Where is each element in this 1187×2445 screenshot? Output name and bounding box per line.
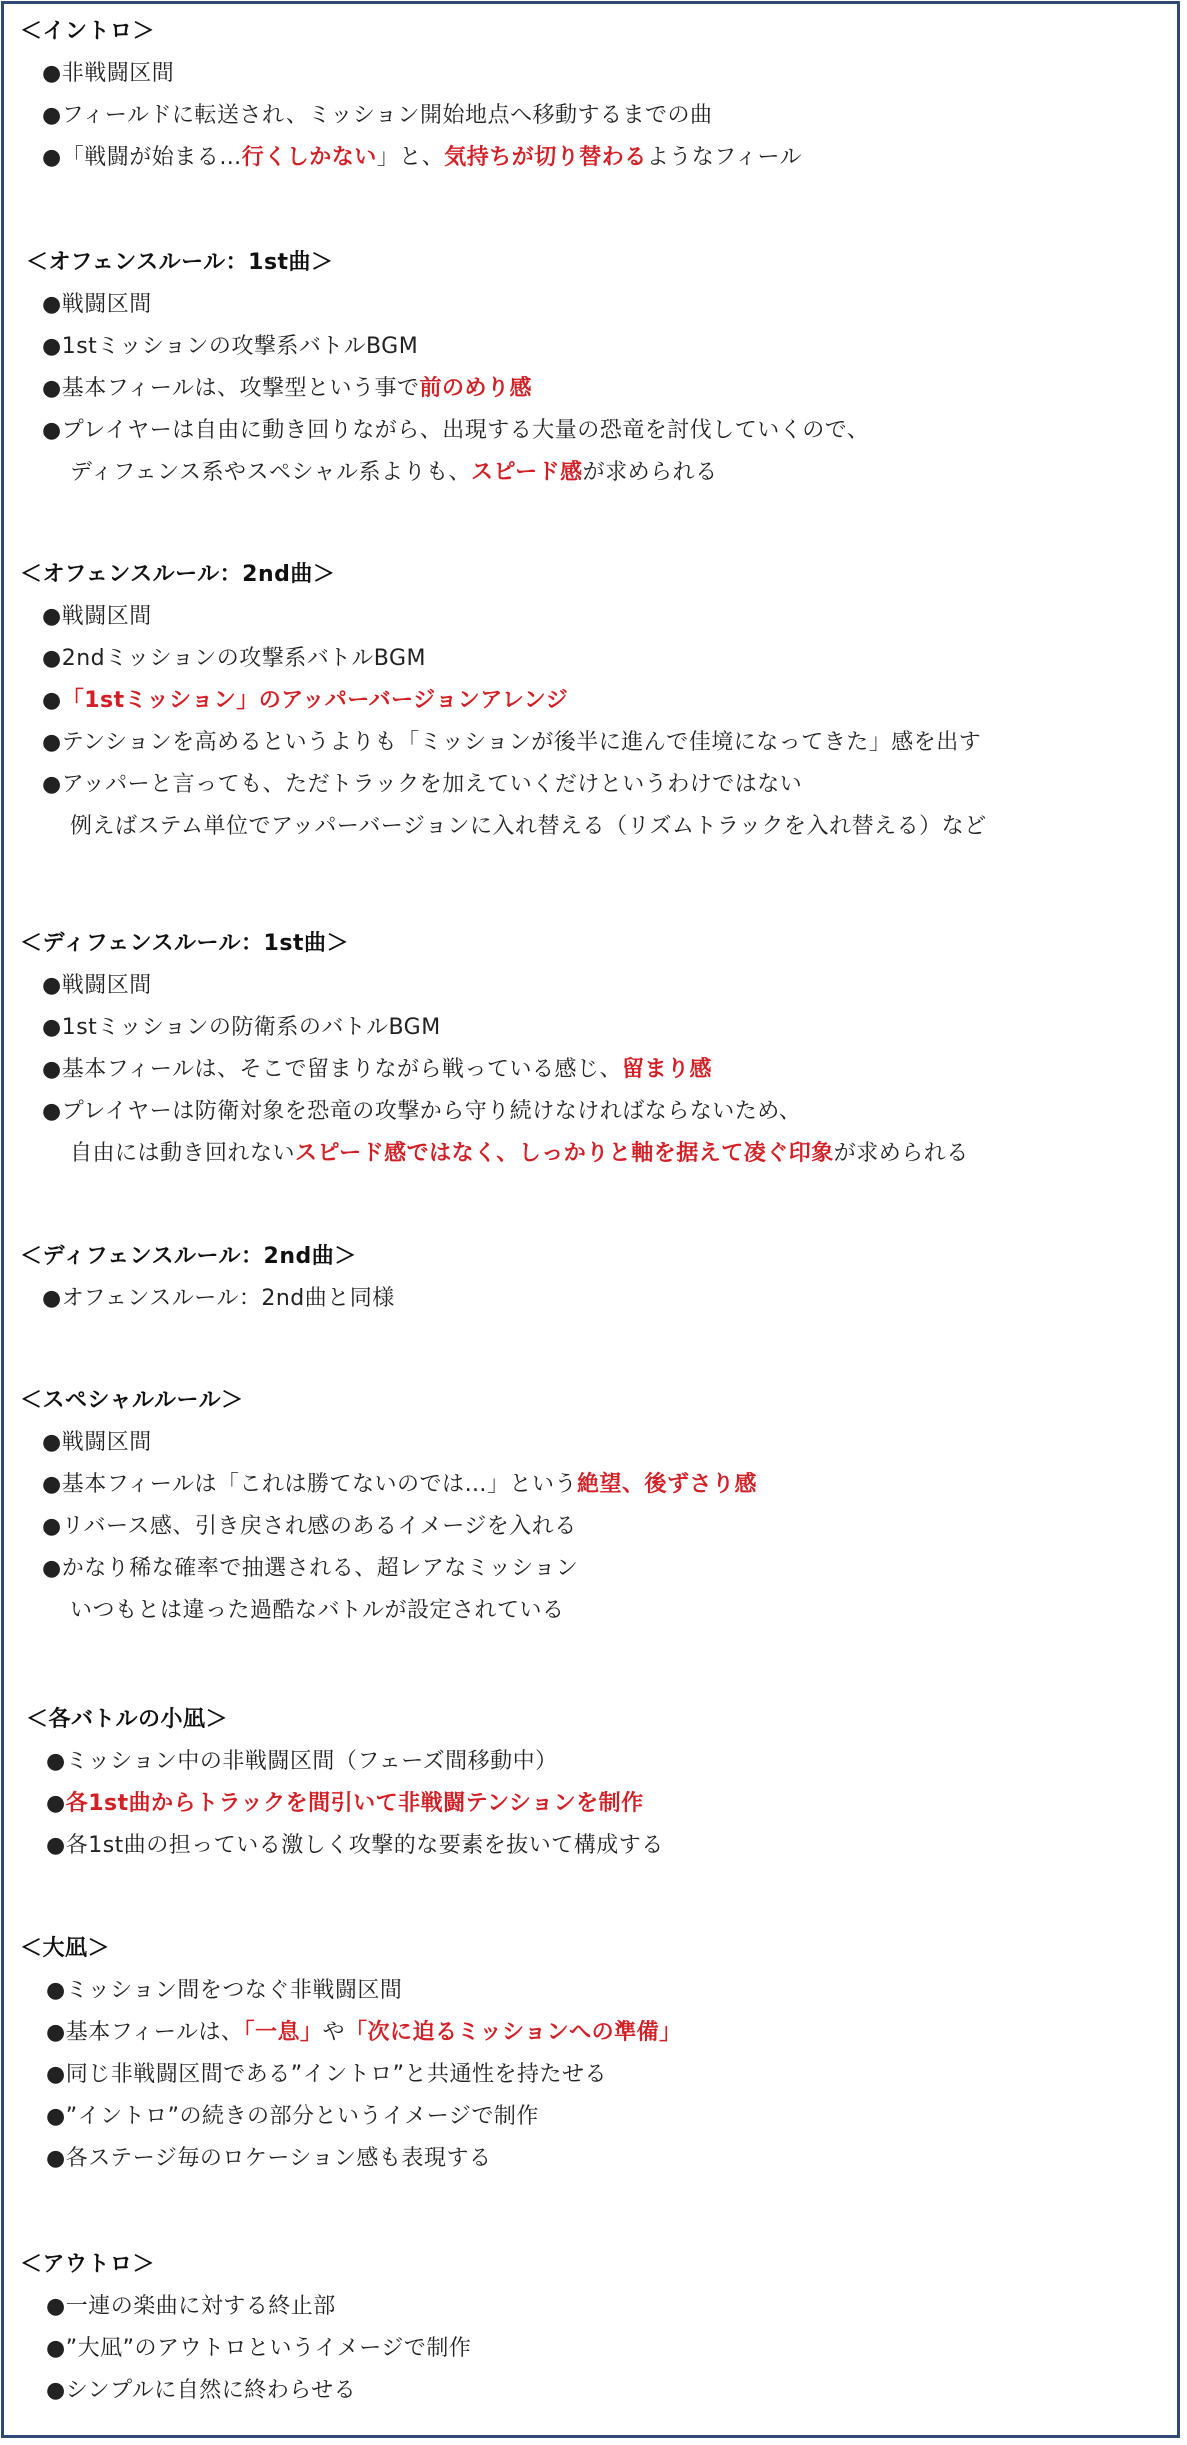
highlight-text: 「一息」: [243, 2020, 323, 2045]
highlight-text: スピード感: [471, 460, 583, 485]
bullet-line: [42, 601, 152, 633]
highlight-text: 「1stミッション」のアッパーバージョンアレンジ: [61, 688, 569, 713]
body-text: ディフェンス系やスペシャル系よりも、: [70, 460, 472, 485]
body-text: ●2ndミッションの攻撃系バトルBGM: [42, 646, 427, 671]
body-text: 例えばステム単位でアッパーバージョンに入れ替える（リズムトラックを入れ替える）など: [70, 814, 987, 839]
bullet-line: [42, 100, 712, 132]
section-heading: ＜イントロ＞: [20, 19, 156, 44]
bullet-line: [46, 1830, 664, 1862]
bullet-line: [42, 1511, 577, 1543]
body-text: 自由には動き回れない: [70, 1141, 296, 1166]
body-text: や: [322, 2020, 346, 2045]
body-text: ●: [46, 1791, 66, 1816]
body-text: ●非戦闘区間: [42, 61, 175, 86]
bullet-line: [42, 769, 802, 801]
body-text: ●”イントロ”の続きの部分というイメージで制作: [46, 2104, 539, 2129]
bullet-line: [46, 2375, 356, 2407]
bullet-line: [42, 1427, 152, 1459]
body-text: いつもとは違った過酷なバトルが設定されている: [70, 1598, 565, 1623]
body-text: ●かなり稀な確率で抽選される、超レアなミッション: [42, 1556, 579, 1581]
highlight-text: 気持ちが切り替わる: [444, 145, 647, 170]
body-text: ●オフェンスルール：2nd曲と同様: [42, 1286, 395, 1311]
body-text: ●基本フィールは、攻撃型という事で: [42, 376, 420, 401]
section-heading: ＜オフェンスルール：2nd曲＞: [20, 562, 336, 587]
bullet-line: [42, 1553, 578, 1585]
body-text: ●テンションを高めるというよりも「ミッションが後半に進んで佳境になってきた」感を出す: [42, 730, 982, 755]
bullet-line: [46, 2333, 471, 2365]
section-heading: ＜オフェンスルール：1st曲＞: [26, 250, 334, 275]
bullet-line: [42, 685, 568, 717]
body-text: ●リバース感、引き戻され感のあるイメージを入れる: [42, 1514, 577, 1539]
bullet-line: [46, 2143, 491, 2175]
bullet-line: [42, 1283, 395, 1315]
bullet-line: [42, 415, 869, 447]
section-heading: ＜各バトルの小凪＞: [26, 1707, 229, 1732]
highlight-text: スピード感ではなく、しっかりと軸を据えて凌ぐ印象: [295, 1141, 834, 1166]
bullet-line: [42, 1096, 801, 1128]
bullet-line: [42, 373, 532, 405]
bullet-line: [46, 1975, 402, 2007]
body-text: ●戦闘区間: [42, 604, 152, 629]
bullet-line: [70, 1138, 969, 1170]
body-text: ●戦闘区間: [42, 1430, 152, 1455]
body-text: ようなフィール: [646, 145, 803, 170]
bullet-line: [42, 289, 152, 321]
body-text: が求められる: [582, 460, 718, 485]
bullet-line: [46, 1788, 644, 1820]
body-text: ●同じ非戦闘区間である”イントロ”と共通性を持たせる: [46, 2062, 607, 2087]
bullet-line: [46, 2101, 539, 2133]
body-text: ●フィールドに転送され、ミッション開始地点へ移動するまでの曲: [42, 103, 713, 128]
bullet-line: [42, 58, 174, 90]
bullet-line: [42, 727, 981, 759]
highlight-text: 行くしかない: [241, 145, 377, 170]
document-frame: [1, 1, 1180, 2438]
highlight-text: 前のめり感: [419, 376, 533, 401]
body-text: ●プレイヤーは自由に動き回りながら、出現する大量の恐竜を討伐していくので、: [42, 418, 870, 443]
bullet-line: [42, 643, 426, 675]
body-text: ●: [42, 688, 62, 713]
body-text: ●「戦闘が始まる…: [42, 145, 242, 170]
body-text: ●基本フィールは「これは勝てないのでは…」という: [42, 1472, 577, 1497]
body-text: 」と、: [376, 145, 445, 170]
bullet-line: [46, 2059, 607, 2091]
highlight-text: 各1st曲からトラックを間引いて非戦闘テンションを制作: [65, 1791, 644, 1816]
body-text: ●戦闘区間: [42, 973, 152, 998]
body-text: ●アッパーと言っても、ただトラックを加えていくだけというわけではない: [42, 772, 803, 797]
highlight-text: 「次に迫るミッションへの準備」: [345, 2020, 682, 2045]
highlight-text: 留まり感: [622, 1057, 713, 1082]
section-heading: ＜スペシャルルール＞: [20, 1388, 244, 1413]
body-text: が求められる: [833, 1141, 969, 1166]
body-text: ●シンプルに自然に終わらせる: [46, 2378, 357, 2403]
bullet-line: [42, 331, 418, 363]
highlight-text: 絶望、後ずさり感: [577, 1472, 758, 1497]
bullet-line: [46, 2017, 682, 2049]
body-text: ●プレイヤーは防衛対象を恐竜の攻撃から守り続けなければならないため、: [42, 1099, 802, 1124]
bullet-line: [42, 1469, 757, 1501]
body-text: ●一連の楽曲に対する終止部: [46, 2294, 336, 2319]
bullet-line: [46, 1746, 558, 1778]
bullet-line: [42, 970, 152, 1002]
bullet-line: [42, 1012, 441, 1044]
body-text: ●ミッション間をつなぐ非戦闘区間: [46, 1978, 403, 2003]
body-text: ●ミッション中の非戦闘区間（フェーズ間移動中）: [46, 1749, 558, 1774]
body-text: ●基本フィールは、: [46, 2020, 244, 2045]
body-text: ●基本フィールは、そこで留まりながら戦っている感じ、: [42, 1057, 622, 1082]
body-text: ●戦闘区間: [42, 292, 152, 317]
body-text: ●各ステージ毎のロケーション感も表現する: [46, 2146, 492, 2171]
bullet-line: [70, 1595, 565, 1627]
body-text: ●1stミッションの防衛系のバトルBGM: [42, 1015, 441, 1040]
body-text: ●1stミッションの攻撃系バトルBGM: [42, 334, 419, 359]
bullet-line: [42, 142, 802, 174]
section-heading: ＜アウトロ＞: [20, 2252, 156, 2277]
bullet-line: [42, 1054, 712, 1086]
section-heading: ＜ディフェンスルール：1st曲＞: [20, 931, 349, 956]
bullet-line: [46, 2291, 336, 2323]
section-heading: ＜ディフェンスルール：2nd曲＞: [20, 1244, 357, 1269]
bullet-line: [70, 457, 718, 489]
body-text: ●各1st曲の担っている激しく攻撃的な要素を抜いて構成する: [46, 1833, 664, 1858]
section-heading: ＜大凪＞: [20, 1936, 111, 1961]
body-text: ●”大凪”のアウトロというイメージで制作: [46, 2336, 472, 2361]
bullet-line: [70, 811, 987, 843]
